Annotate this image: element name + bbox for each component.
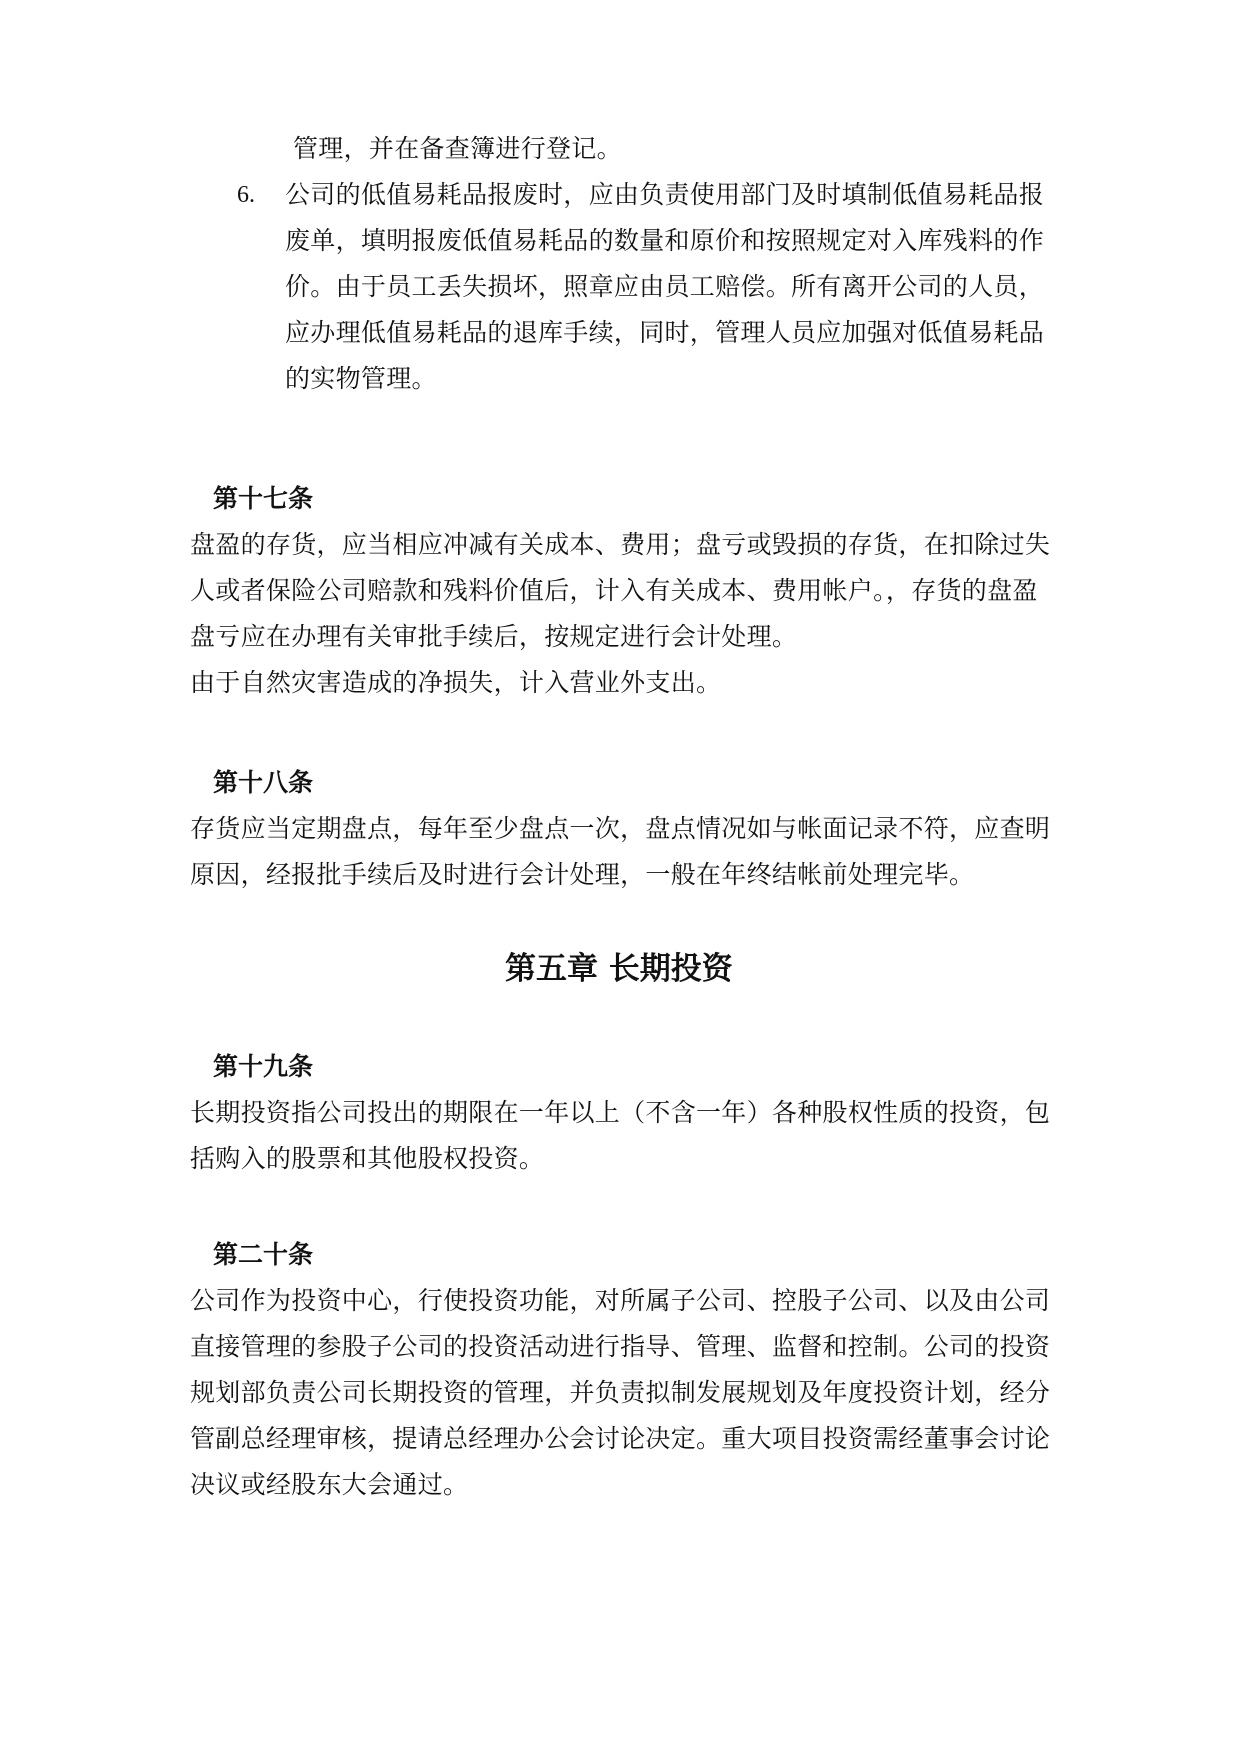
article-line: 盘亏应在办理有关审批手续后，按规定进行会计处理。 [190,622,798,651]
article-line: 由于自然灾害造成的净损失，计入营业外支出。 [190,668,722,697]
continuation-line: 管理，并在备查簿进行登记。 [293,134,622,163]
article-heading: 第十九条 [213,1052,314,1081]
item-number: 6. [237,182,255,208]
item-line: 公司的低值易耗品报废时，应由负责使用部门及时填制低值易耗品报 [285,180,1045,209]
article-line: 决议或经股东大会通过。 [190,1470,469,1499]
article-heading: 第二十条 [213,1240,314,1269]
item-line: 废单，填明报废低值易耗品的数量和原价和按照规定对入库残料的作 [285,226,1045,255]
article-line: 存货应当定期盘点，每年至少盘点一次，盘点情况如与帐面记录不符，应查明 [190,814,1051,843]
article-line: 原因，经报批手续后及时进行会计处理，一般在年终结帐前处理完毕。 [190,860,975,889]
article-line: 盘盈的存货，应当相应冲减有关成本、费用；盘亏或毁损的存货，在扣除过失 [190,530,1051,559]
article-heading: 第十七条 [213,484,314,513]
article-line: 长期投资指公司投出的期限在一年以上（不含一年）各种股权性质的投资，包 [190,1098,1051,1127]
article-line: 管副总经理审核，提请总经理办公会讨论决定。重大项目投资需经董事会讨论 [190,1424,1051,1453]
article-line: 规划部负责公司长期投资的管理，并负责拟制发展规划及年度投资计划，经分 [190,1378,1051,1407]
article-line: 公司作为投资中心，行使投资功能，对所属子公司、控股子公司、以及由公司 [190,1286,1051,1315]
item-line: 价。由于员工丢失损坏，照章应由员工赔偿。所有离开公司的人员， [285,272,1045,301]
chapter-title: 第五章 长期投资 [505,951,733,987]
article-line: 括购入的股票和其他股权投资。 [190,1144,545,1173]
item-line: 应办理低值易耗品的退库手续，同时，管理人员应加强对低值易耗品 [285,318,1045,347]
article-line: 直接管理的参股子公司的投资活动进行指导、管理、监督和控制。公司的投资 [190,1332,1051,1361]
article-heading: 第十八条 [213,768,314,797]
article-line: 人或者保险公司赔款和残料价值后，计入有关成本、费用帐户。，存货的盘盈 [190,576,1038,605]
item-line: 的实物管理。 [285,364,437,393]
